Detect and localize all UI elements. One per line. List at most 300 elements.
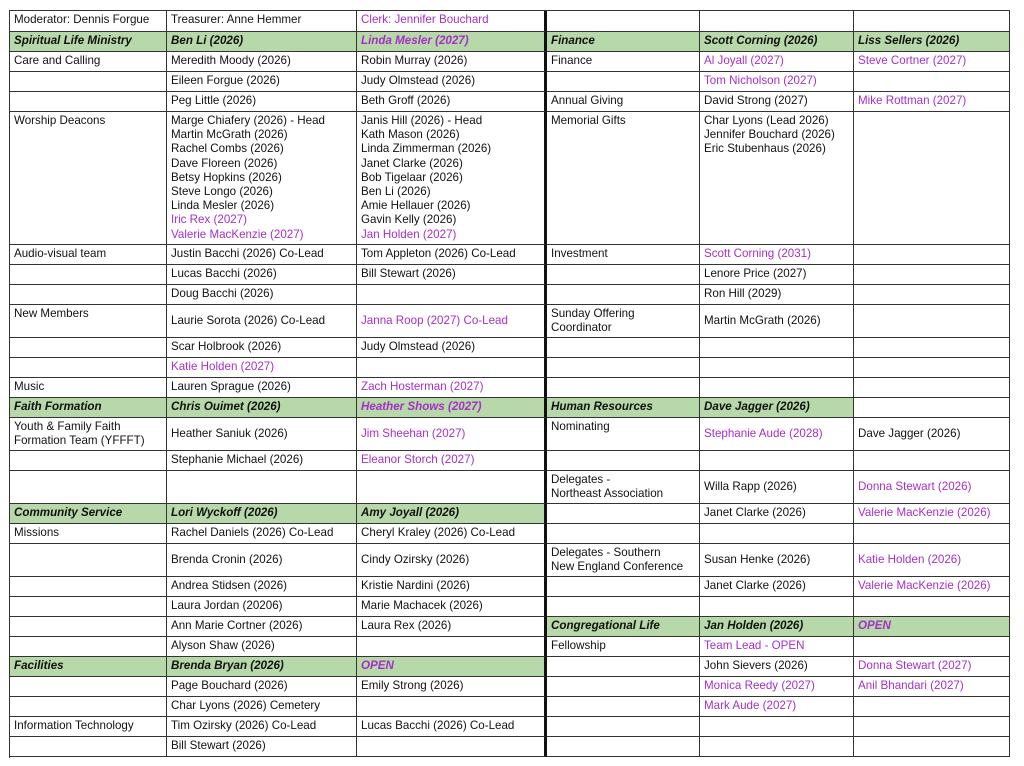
cell-text: Laura Rex (2026)	[361, 619, 452, 632]
cell-area	[10, 597, 167, 617]
cell-text: Kristie Nardini (2026)	[361, 579, 470, 592]
cell-area-right	[547, 358, 700, 378]
cell-lead-b	[357, 378, 547, 398]
cell-lead-a	[167, 285, 357, 305]
cell-text: Valerie MacKenzie (2026)	[858, 506, 991, 519]
cell-line: Janis Hill (2026) - Head	[361, 114, 483, 127]
cell-area-right	[547, 378, 700, 398]
cell-text: Katie Holden (2027)	[171, 360, 275, 373]
cell-member-right-b	[854, 577, 1010, 597]
cell-line: New England Conference	[551, 560, 684, 573]
cell-text: Ron Hill (2029)	[704, 287, 782, 300]
cell-lead-b	[357, 617, 547, 637]
cell-member-right-b	[854, 72, 1010, 92]
cell-lead-a	[167, 358, 357, 378]
cell-text: Annual Giving	[551, 94, 624, 107]
cell-member-right-b	[854, 378, 1010, 398]
cell-text: Susan Henke (2026)	[704, 552, 811, 566]
cell-lead-b	[357, 717, 547, 737]
cell-text: Heather Shows (2027)	[361, 400, 482, 413]
cell-member-right-a	[700, 451, 854, 471]
cell-area	[10, 305, 167, 338]
cell-line: Coordinator	[551, 321, 612, 335]
cell-text: Meredith Moody (2026)	[171, 54, 291, 67]
cell-area	[10, 471, 167, 504]
cell-text: Lori Wyckoff (2026)	[171, 506, 278, 519]
cell-lines	[14, 420, 163, 448]
cell-area-right	[547, 524, 700, 544]
cell-line: Janet Clarke (2026)	[361, 156, 463, 170]
cell-text: Information Technology	[14, 719, 134, 732]
cell-member-right-b	[854, 418, 1010, 451]
cell-area	[10, 285, 167, 305]
cell-area-right	[547, 305, 700, 338]
cell-text: Monica Reedy (2027)	[704, 679, 815, 692]
cell-text: Lucas Bacchi (2026) Co-Lead	[361, 719, 515, 733]
cell-text: OPEN	[361, 659, 394, 672]
cell-lead-b	[357, 305, 547, 338]
cell-area-right	[547, 657, 700, 677]
cell-text: Worship Deacons	[14, 114, 106, 127]
cell-lead-a	[167, 92, 357, 112]
cell-text: Fellowship	[551, 639, 606, 652]
cell-area-right	[547, 577, 700, 597]
cell-member-right-b	[854, 657, 1010, 677]
cell-member-right-b	[854, 305, 1010, 338]
cell-lead-b	[357, 265, 547, 285]
cell-text: Cindy Ozirsky (2026)	[361, 552, 470, 566]
cell-area	[10, 737, 167, 757]
cell-text: Peg Little (2026)	[171, 94, 257, 107]
cell-member-right-b	[854, 504, 1010, 524]
cell-member-right-b	[854, 112, 1010, 245]
cell-text: Jan Holden (2026)	[704, 619, 804, 632]
cell-lead-a	[167, 617, 357, 637]
cell-lines	[551, 307, 696, 335]
cell-member-right-a	[700, 524, 854, 544]
cell-text: Linda Mesler (2027)	[361, 34, 469, 47]
cell-area-right	[547, 32, 700, 52]
cell-text: Tom Nicholson (2027)	[704, 74, 817, 88]
cell-lead-a	[167, 471, 357, 504]
cell-member-right-a	[700, 637, 854, 657]
cell-text: Dave Jagger (2026)	[704, 400, 810, 413]
cell-member-right-b	[854, 52, 1010, 72]
cell-lead-b	[357, 92, 547, 112]
cell-text: Heather Saniuk (2026)	[171, 426, 288, 440]
cell-text: Scott Corning (2026)	[704, 34, 818, 47]
cell-member-right-a	[700, 597, 854, 617]
cell-member-right-a	[700, 418, 854, 451]
cell-member-right-b	[854, 697, 1010, 717]
cell-line: Delegates -	[551, 472, 611, 486]
cell-text: Bill Stewart (2026)	[171, 739, 266, 752]
cell-text: Donna Stewart (2026)	[858, 479, 972, 493]
cell-lines	[704, 114, 850, 157]
cell-lead-b	[357, 677, 547, 697]
cell-text: Music	[14, 380, 45, 393]
cell-lead-a	[167, 338, 357, 358]
cell-lead-a	[167, 305, 357, 338]
cell-line: Eric Stubenhaus (2026)	[704, 142, 826, 156]
cell-lead-a	[167, 418, 357, 451]
cell-area	[10, 657, 167, 677]
cell-line: Betsy Hopkins (2026)	[171, 170, 282, 184]
cell-area	[10, 524, 167, 544]
cell-lead-b	[357, 451, 547, 471]
cell-area	[10, 52, 167, 72]
cell-text: David Strong (2027)	[704, 94, 808, 107]
cell-lead-a	[167, 697, 357, 717]
cell-member-right-a	[700, 544, 854, 577]
cell-line: Dave Floreen (2026)	[171, 156, 278, 170]
cell-lead-a	[167, 544, 357, 577]
cell-area	[10, 418, 167, 451]
cell-text: Jim Sheehan (2027)	[361, 426, 466, 440]
cell-text: Liss Sellers (2026)	[858, 34, 960, 47]
cell-member-right-a	[700, 737, 854, 757]
cell-text: Rachel Daniels (2026) Co-Lead	[171, 526, 334, 539]
cell-lead-a	[167, 52, 357, 72]
cell-text: Care and Calling	[14, 54, 101, 67]
cell-text: Ann Marie Cortner (2026)	[171, 619, 303, 632]
cell-text: Alyson Shaw (2026)	[171, 639, 275, 652]
cell-member-right-b	[854, 451, 1010, 471]
cell-area	[10, 398, 167, 418]
cell-lead-b	[357, 737, 547, 757]
cell-text: Cheryl Kraley (2026) Co-Lead	[361, 526, 516, 539]
cell-text: Nominating	[551, 420, 610, 433]
cell-line: Rachel Combs (2026)	[171, 142, 284, 156]
cell-text: Anil Bhandari (2027)	[858, 679, 964, 692]
cell-area	[10, 32, 167, 52]
cell-area-right	[547, 471, 700, 504]
cell-member-right-a	[700, 471, 854, 504]
cell-member-right-b	[854, 32, 1010, 52]
cell-area-right	[547, 92, 700, 112]
cell-area-right	[547, 697, 700, 717]
cell-member-right-b	[854, 737, 1010, 757]
cell-lead-a	[167, 11, 357, 32]
cell-lead-b	[357, 577, 547, 597]
cell-area-right	[547, 418, 700, 451]
cell-member-right-b	[854, 11, 1010, 32]
cell-text: Facilities	[14, 659, 64, 672]
cell-member-right-a	[700, 677, 854, 697]
cell-text: Congregational Life	[551, 619, 660, 632]
cell-text: Scar Holbrook (2026)	[171, 340, 282, 353]
cell-line: Gavin Kelly (2026)	[361, 213, 457, 227]
cell-line: Bob Tigelaar (2026)	[361, 170, 463, 184]
cell-member-right-b	[854, 677, 1010, 697]
cell-member-right-a	[700, 52, 854, 72]
cell-text: Char Lyons (2026) Cemetery	[171, 699, 321, 712]
cell-text: Janet Clarke (2026)	[704, 579, 806, 592]
cell-text: Clerk: Jennifer Bouchard	[361, 13, 489, 26]
cell-area-right	[547, 677, 700, 697]
cell-text: Janet Clarke (2026)	[704, 506, 806, 519]
cell-text: Lauren Sprague (2026)	[171, 380, 291, 393]
cell-member-right-a	[700, 11, 854, 32]
cell-area-right	[547, 544, 700, 577]
cell-member-right-a	[700, 72, 854, 92]
cell-member-right-b	[854, 245, 1010, 265]
cell-area-right	[547, 72, 700, 92]
cell-lead-b	[357, 597, 547, 617]
cell-text: Chris Ouimet (2026)	[171, 400, 281, 413]
cell-area	[10, 11, 167, 32]
cell-area-right	[547, 52, 700, 72]
cell-text: Dave Jagger (2026)	[858, 426, 961, 440]
cell-area-right	[547, 398, 700, 418]
cell-lead-b	[357, 72, 547, 92]
cell-area	[10, 544, 167, 577]
cell-text: Missions	[14, 526, 60, 539]
cell-lead-b	[357, 471, 547, 504]
cell-area-right	[547, 597, 700, 617]
cell-line: Ben Li (2026)	[361, 185, 431, 199]
cell-text: Finance	[551, 34, 595, 47]
cell-area-right	[547, 504, 700, 524]
cell-lead-b	[357, 398, 547, 418]
cell-text: Zach Hosterman (2027)	[361, 380, 484, 393]
cell-area	[10, 577, 167, 597]
cell-line: Youth & Family Faith	[14, 420, 121, 433]
cell-line: Amie Hellauer (2026)	[361, 199, 471, 213]
cell-lead-b	[357, 418, 547, 451]
cell-text: Willa Rapp (2026)	[704, 479, 797, 493]
cell-area	[10, 112, 167, 245]
cell-area	[10, 265, 167, 285]
cell-member-right-b	[854, 597, 1010, 617]
cell-area-right	[547, 637, 700, 657]
cell-lead-a	[167, 637, 357, 657]
cell-lead-a	[167, 597, 357, 617]
cell-text: New Members	[14, 307, 89, 320]
cell-text: Justin Bacchi (2026) Co-Lead	[171, 247, 324, 260]
cell-text: Marie Machacek (2026)	[361, 599, 483, 612]
cell-text: Tim Ozirsky (2026) Co-Lead	[171, 719, 317, 732]
cell-text: Lucas Bacchi (2026)	[171, 267, 277, 280]
cell-lead-b	[357, 504, 547, 524]
cell-text: Faith Formation	[14, 400, 102, 413]
cell-area	[10, 245, 167, 265]
cell-text: Martin McGrath (2026)	[704, 313, 821, 327]
cell-member-right-b	[854, 398, 1010, 418]
cell-text: Katie Holden (2026)	[858, 552, 962, 566]
cell-line: Delegates - Southern	[551, 545, 661, 559]
cell-lead-b	[357, 524, 547, 544]
cell-member-right-a	[700, 32, 854, 52]
cell-lead-b	[357, 245, 547, 265]
cell-text: Judy Olmstead (2026)	[361, 340, 476, 353]
cell-lead-a	[167, 577, 357, 597]
cell-text: Community Service	[14, 506, 123, 519]
cell-lead-a	[167, 677, 357, 697]
cell-area	[10, 717, 167, 737]
cell-member-right-b	[854, 92, 1010, 112]
cell-text: Laurie Sorota (2026) Co-Lead	[171, 313, 326, 327]
cell-lead-b	[357, 11, 547, 32]
cell-lead-b	[357, 285, 547, 305]
cell-text: Page Bouchard (2026)	[171, 679, 288, 692]
cell-area	[10, 677, 167, 697]
cell-lead-a	[167, 717, 357, 737]
cell-area	[10, 378, 167, 398]
cell-lead-b	[357, 657, 547, 677]
cell-member-right-a	[700, 697, 854, 717]
cell-text: Stephanie Michael (2026)	[171, 453, 304, 466]
cell-lead-a	[167, 245, 357, 265]
cell-text: Emily Strong (2026)	[361, 679, 464, 692]
cell-text: Tom Appleton (2026) Co-Lead	[361, 247, 516, 260]
cell-member-right-a	[700, 657, 854, 677]
cell-text: Mike Rottman (2027)	[858, 94, 967, 107]
cell-text: John Sievers (2026)	[704, 659, 808, 672]
cell-text: Judy Olmstead (2026)	[361, 74, 476, 87]
cell-text: Janna Roop (2027) Co-Lead	[361, 313, 508, 327]
cell-lead-b	[357, 637, 547, 657]
cell-area-right	[547, 112, 700, 245]
cell-member-right-a	[700, 378, 854, 398]
cell-member-right-b	[854, 265, 1010, 285]
cell-area-right	[547, 617, 700, 637]
cell-line: Linda Mesler (2026)	[171, 199, 275, 213]
cell-member-right-a	[700, 92, 854, 112]
cell-member-right-b	[854, 338, 1010, 358]
cell-lead-a	[167, 657, 357, 677]
cell-area-right	[547, 265, 700, 285]
cell-text: Memorial Gifts	[551, 114, 626, 127]
cell-text: Doug Bacchi (2026)	[171, 287, 274, 300]
cell-member-right-a	[700, 398, 854, 418]
cell-text: Valerie MacKenzie (2026)	[858, 579, 991, 592]
cell-area-right	[547, 11, 700, 32]
cell-member-right-b	[854, 617, 1010, 637]
cell-member-right-b	[854, 471, 1010, 504]
cell-member-right-a	[700, 112, 854, 245]
cell-member-right-a	[700, 285, 854, 305]
cell-text: OPEN	[858, 619, 891, 632]
cell-text: Laura Jordan (20206)	[171, 599, 283, 612]
cell-lead-a	[167, 72, 357, 92]
cell-line: Linda Zimmerman (2026)	[361, 142, 492, 156]
cell-lines	[361, 114, 541, 242]
cell-member-right-a	[700, 265, 854, 285]
cell-line: Char Lyons (Lead 2026)	[704, 114, 829, 127]
cell-member-right-a	[700, 577, 854, 597]
cell-member-right-b	[854, 717, 1010, 737]
cell-lines	[171, 114, 353, 242]
cell-text: Scott Corning (2031)	[704, 247, 811, 261]
cell-line: Iric Rex (2027)	[171, 213, 248, 227]
cell-member-right-b	[854, 524, 1010, 544]
cell-line: Steve Longo (2026)	[171, 185, 273, 199]
cell-text: Al Joyall (2027)	[704, 54, 784, 67]
cell-area	[10, 637, 167, 657]
cell-text: Spiritual Life Ministry	[14, 34, 132, 47]
cell-lead-a	[167, 378, 357, 398]
cell-area	[10, 504, 167, 524]
cell-area	[10, 451, 167, 471]
cell-text: Brenda Bryan (2026)	[171, 659, 284, 672]
cell-text: Mark Aude (2027)	[704, 699, 797, 712]
cell-lines	[551, 473, 663, 501]
cell-text: Andrea Stidsen (2026)	[171, 579, 288, 592]
cell-area-right	[547, 737, 700, 757]
cell-text: Audio-visual team	[14, 247, 107, 260]
cell-area	[10, 617, 167, 637]
cell-line: Formation Team (YFFFT)	[14, 434, 145, 448]
cell-text: Eileen Forgue (2026)	[171, 74, 280, 87]
cell-member-right-a	[700, 717, 854, 737]
cell-text: Bill Stewart (2026)	[361, 267, 456, 280]
cell-text: Investment	[551, 247, 608, 260]
cell-lead-a	[167, 32, 357, 52]
cell-text: Finance	[551, 54, 593, 68]
cell-area	[10, 92, 167, 112]
cell-text: Donna Stewart (2027)	[858, 659, 972, 672]
cell-area	[10, 338, 167, 358]
cell-lead-a	[167, 112, 357, 245]
cell-text: Stephanie Aude (2028)	[704, 426, 823, 440]
cell-lead-b	[357, 52, 547, 72]
cell-area-right	[547, 285, 700, 305]
cell-text: Robin Murray (2026)	[361, 54, 468, 67]
cell-line: Kath Mason (2026)	[361, 128, 460, 142]
cell-line: Valerie MacKenzie (2027)	[171, 227, 304, 241]
cell-lead-b	[357, 112, 547, 245]
cell-area-right	[547, 338, 700, 358]
cell-lead-b	[357, 358, 547, 378]
cell-text: Human Resources	[551, 400, 653, 413]
cell-member-right-a	[700, 305, 854, 338]
cell-text: Moderator: Dennis Forgue	[14, 13, 150, 26]
cell-lead-b	[357, 338, 547, 358]
cell-text: Amy Joyall (2026)	[361, 506, 459, 519]
cell-lead-a	[167, 524, 357, 544]
cell-line: Northeast Association	[551, 487, 664, 500]
cell-text: Lenore Price (2027)	[704, 267, 807, 280]
cell-text: Ben Li (2026)	[171, 34, 244, 47]
cell-member-right-a	[700, 504, 854, 524]
cell-member-right-a	[700, 617, 854, 637]
cell-member-right-a	[700, 245, 854, 265]
cell-lead-b	[357, 544, 547, 577]
cell-member-right-b	[854, 544, 1010, 577]
cell-member-right-a	[700, 358, 854, 378]
cell-line: Jan Holden (2027)	[361, 227, 457, 241]
cell-lead-a	[167, 451, 357, 471]
cell-member-right-b	[854, 637, 1010, 657]
cell-text: Treasurer: Anne Hemmer	[171, 13, 302, 26]
cell-line: Marge Chiafery (2026) - Head	[171, 114, 326, 127]
cell-text: Eleanor Storch (2027)	[361, 453, 475, 467]
cell-line: Jennifer Bouchard (2026)	[704, 128, 835, 142]
cell-lead-a	[167, 398, 357, 418]
cell-area	[10, 358, 167, 378]
cell-area	[10, 697, 167, 717]
cell-member-right-a	[700, 338, 854, 358]
cell-lead-a	[167, 737, 357, 757]
cell-lead-a	[167, 504, 357, 524]
cell-line: Martin McGrath (2026)	[171, 128, 288, 142]
cell-text: Team Lead - OPEN	[704, 639, 805, 652]
cell-area	[10, 72, 167, 92]
cell-lead-b	[357, 697, 547, 717]
cell-member-right-b	[854, 285, 1010, 305]
cell-member-right-b	[854, 358, 1010, 378]
